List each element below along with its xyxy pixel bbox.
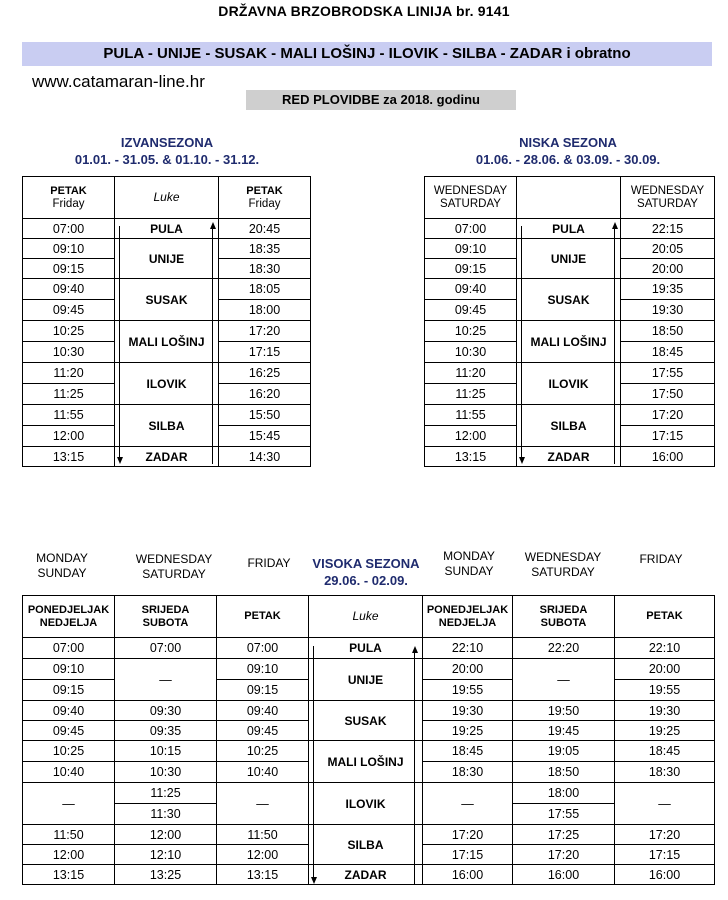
table-row <box>425 239 715 259</box>
time-cell: 12:00 <box>115 825 217 845</box>
time-cell: 07:00 <box>115 638 217 659</box>
document-title: DRŽAVNA BRZOBRODSKA LINIJA br. 9141 <box>218 3 510 19</box>
port-name: SILBA <box>115 405 219 447</box>
route-banner: PULA - UNIJE - SUSAK - MALI LOŠINJ - ILOVIK - SILBA - ZADAR i obratno <box>22 42 712 66</box>
time-cell: 19:25 <box>423 721 513 741</box>
visoka-dates: 29.06. - 02.09. <box>324 573 408 588</box>
izvansezona-table <box>22 176 311 467</box>
time-cell: 17:55 <box>513 804 615 825</box>
table-row <box>23 219 311 239</box>
time-cell: 18:50 <box>513 762 615 783</box>
time-cell: 18:45 <box>423 741 513 762</box>
day-label-wed-sat: WEDNESDAY SATURDAY <box>524 550 602 579</box>
col-header-return: PETAK Friday <box>219 177 311 219</box>
port-name: UNIJE <box>517 239 621 279</box>
time-cell: 19:55 <box>423 680 513 701</box>
col-header-ports: Luke <box>115 177 219 219</box>
port-name: ZADAR <box>309 865 423 885</box>
port-name: SUSAK <box>115 279 219 321</box>
time-cell: 09:15 <box>425 259 517 279</box>
time-cell: — <box>23 783 115 825</box>
day-label-mon-sun: MONDAY SUNDAY <box>443 549 495 578</box>
time-cell: 17:20 <box>621 405 715 426</box>
down-arrow-line <box>119 226 120 458</box>
time-cell: 18:00 <box>219 300 311 321</box>
time-cell: 10:25 <box>23 741 115 762</box>
port-name: MALI LOŠINJ <box>309 741 423 783</box>
time-cell: 17:15 <box>423 845 513 865</box>
table-header-row <box>23 177 311 219</box>
time-cell: 17:20 <box>423 825 513 845</box>
time-cell: 16:00 <box>513 865 615 885</box>
time-cell: 09:10 <box>23 659 115 680</box>
time-cell: 07:00 <box>23 219 115 239</box>
arrow-up-icon <box>612 222 618 229</box>
time-cell: 09:40 <box>217 701 309 721</box>
time-cell: 19:25 <box>615 721 715 741</box>
time-cell: — <box>615 783 715 825</box>
col-header-ports: Luke <box>309 596 423 638</box>
arrow-down-icon <box>519 457 525 464</box>
time-cell: 22:15 <box>621 219 715 239</box>
time-cell: 12:00 <box>425 426 517 447</box>
port-name: ZADAR <box>115 447 219 467</box>
time-cell: 09:45 <box>23 721 115 741</box>
col-header-return: WEDNESDAY SATURDAY <box>621 177 715 219</box>
table-row <box>425 279 715 300</box>
time-cell: 10:30 <box>115 762 217 783</box>
port-name: ILOVIK <box>309 783 423 825</box>
time-cell: 17:15 <box>615 845 715 865</box>
time-cell: 17:15 <box>219 342 311 363</box>
time-cell: 15:50 <box>219 405 311 426</box>
day-label-mon-sun: MONDAY SUNDAY <box>36 551 88 580</box>
up-arrow-line <box>414 652 415 884</box>
port-name: MALI LOŠINJ <box>115 321 219 363</box>
time-cell: 10:25 <box>425 321 517 342</box>
time-cell: 11:30 <box>115 804 217 825</box>
arrow-up-icon <box>210 222 216 229</box>
table-row <box>23 321 311 342</box>
time-cell: — <box>513 659 615 701</box>
time-cell: 10:40 <box>217 762 309 783</box>
time-cell: 13:15 <box>23 447 115 467</box>
time-cell: 18:45 <box>615 741 715 762</box>
port-name: SUSAK <box>517 279 621 321</box>
time-cell: 12:00 <box>217 845 309 865</box>
table-row <box>23 363 311 384</box>
time-cell: 16:00 <box>423 865 513 885</box>
visoka-heading <box>304 555 428 589</box>
time-cell: 18:30 <box>423 762 513 783</box>
port-name: ZADAR <box>517 447 621 467</box>
time-cell: 09:45 <box>217 721 309 741</box>
table-row <box>23 447 311 467</box>
time-cell: 12:10 <box>115 845 217 865</box>
time-cell: 20:45 <box>219 219 311 239</box>
time-cell: 07:00 <box>23 638 115 659</box>
time-cell: 13:15 <box>23 865 115 885</box>
table-row <box>23 405 311 426</box>
time-cell: 11:50 <box>23 825 115 845</box>
table-row <box>425 405 715 426</box>
time-cell: 18:45 <box>621 342 715 363</box>
time-cell: 13:15 <box>217 865 309 885</box>
time-cell: 09:40 <box>425 279 517 300</box>
time-cell: 07:00 <box>425 219 517 239</box>
time-cell: 17:55 <box>621 363 715 384</box>
time-cell: 09:15 <box>23 259 115 279</box>
time-cell: 19:30 <box>621 300 715 321</box>
time-cell: 18:50 <box>621 321 715 342</box>
time-cell: 18:30 <box>219 259 311 279</box>
time-cell: 20:00 <box>621 259 715 279</box>
time-cell: 09:30 <box>115 701 217 721</box>
time-cell: 17:50 <box>621 384 715 405</box>
table-header-row <box>23 596 715 638</box>
time-cell: 22:10 <box>423 638 513 659</box>
time-cell: 17:20 <box>513 845 615 865</box>
time-cell: 10:30 <box>425 342 517 363</box>
time-cell: 10:40 <box>23 762 115 783</box>
time-cell: 20:00 <box>423 659 513 680</box>
col-header-wed-sat: SRIJEDA SUBOTA <box>115 596 217 638</box>
day-label-fri: FRIDAY <box>247 556 291 570</box>
up-arrow-line <box>212 228 213 464</box>
time-cell: 19:30 <box>423 701 513 721</box>
table-row <box>425 447 715 467</box>
table-row <box>23 638 715 659</box>
port-name: UNIJE <box>115 239 219 279</box>
time-cell: 10:25 <box>23 321 115 342</box>
down-arrow-line <box>313 646 314 878</box>
port-name: SILBA <box>309 825 423 865</box>
time-cell: 11:25 <box>23 384 115 405</box>
schedule-year-banner: RED PLOVIDBE za 2018. godinu <box>246 90 516 110</box>
col-header-mon-sun-return: PONEDJELJAK NEDJELJA <box>423 596 513 638</box>
time-cell: 14:30 <box>219 447 311 467</box>
visoka-table <box>22 595 715 885</box>
time-cell: 11:55 <box>425 405 517 426</box>
port-name: ILOVIK <box>517 363 621 405</box>
time-cell: 16:00 <box>615 865 715 885</box>
time-cell: 09:10 <box>425 239 517 259</box>
time-cell: 09:40 <box>23 701 115 721</box>
port-name: PULA <box>309 638 423 659</box>
col-header-outbound: WEDNESDAY SATURDAY <box>425 177 517 219</box>
table-row <box>23 239 311 259</box>
time-cell: 11:20 <box>23 363 115 384</box>
time-cell: 17:20 <box>615 825 715 845</box>
time-cell: — <box>115 659 217 701</box>
time-cell: 09:10 <box>23 239 115 259</box>
time-cell: 10:30 <box>23 342 115 363</box>
time-cell: 11:20 <box>425 363 517 384</box>
arrow-down-icon <box>311 877 317 884</box>
time-cell: 18:30 <box>615 762 715 783</box>
time-cell: 22:10 <box>615 638 715 659</box>
niska-heading <box>420 134 716 168</box>
table-row <box>23 783 715 804</box>
time-cell: 18:35 <box>219 239 311 259</box>
time-cell: 19:35 <box>621 279 715 300</box>
niska-table <box>424 176 715 467</box>
time-cell: 09:45 <box>23 300 115 321</box>
col-header-fri-return: PETAK <box>615 596 715 638</box>
port-name: PULA <box>517 219 621 239</box>
time-cell: 19:45 <box>513 721 615 741</box>
time-cell: 19:55 <box>615 680 715 701</box>
time-cell: 11:55 <box>23 405 115 426</box>
izvansezona-dates: 01.01. - 31.05. & 01.10. - 31.12. <box>74 152 260 167</box>
izvansezona-name: IZVANSEZONA <box>120 135 214 150</box>
time-cell: 19:30 <box>615 701 715 721</box>
time-cell: 11:50 <box>217 825 309 845</box>
col-header-outbound: PETAK Friday <box>23 177 115 219</box>
time-cell: 16:00 <box>621 447 715 467</box>
time-cell: 20:00 <box>615 659 715 680</box>
time-cell: 10:15 <box>115 741 217 762</box>
arrow-up-icon <box>412 646 418 653</box>
time-cell: 12:00 <box>23 845 115 865</box>
time-cell: 18:00 <box>513 783 615 804</box>
izvansezona-heading <box>22 134 312 168</box>
table-row <box>23 659 715 680</box>
time-cell: 09:15 <box>217 680 309 701</box>
time-cell: 09:15 <box>23 680 115 701</box>
time-cell: 13:15 <box>425 447 517 467</box>
port-name: SUSAK <box>309 701 423 741</box>
time-cell: 19:05 <box>513 741 615 762</box>
port-name: PULA <box>115 219 219 239</box>
col-header-ports <box>517 177 621 219</box>
table-header-row <box>425 177 715 219</box>
up-arrow-line <box>614 228 615 464</box>
time-cell: 17:25 <box>513 825 615 845</box>
time-cell: 09:35 <box>115 721 217 741</box>
table-row <box>23 701 715 721</box>
time-cell: 17:20 <box>219 321 311 342</box>
day-label-fri: FRIDAY <box>639 552 683 566</box>
port-name: ILOVIK <box>115 363 219 405</box>
time-cell: 07:00 <box>217 638 309 659</box>
table-row <box>425 321 715 342</box>
table-row <box>23 279 311 300</box>
table-row <box>23 865 715 885</box>
port-name: UNIJE <box>309 659 423 701</box>
niska-dates: 01.06. - 28.06. & 03.09. - 30.09. <box>475 152 661 167</box>
time-cell: — <box>423 783 513 825</box>
time-cell: 11:25 <box>425 384 517 405</box>
col-header-mon-sun: PONEDJELJAK NEDJELJA <box>23 596 115 638</box>
time-cell: 09:45 <box>425 300 517 321</box>
time-cell: 18:05 <box>219 279 311 300</box>
time-cell: 22:20 <box>513 638 615 659</box>
port-name: SILBA <box>517 405 621 447</box>
time-cell: 09:10 <box>217 659 309 680</box>
time-cell: 10:25 <box>217 741 309 762</box>
table-row <box>425 363 715 384</box>
time-cell: 16:25 <box>219 363 311 384</box>
niska-name: NISKA SEZONA <box>519 135 617 150</box>
time-cell: 20:05 <box>621 239 715 259</box>
day-label-wed-sat: WEDNESDAY SATURDAY <box>135 552 213 581</box>
time-cell: 09:40 <box>23 279 115 300</box>
website-link[interactable]: www.catamaran-line.hr <box>32 72 205 91</box>
time-cell: 12:00 <box>23 426 115 447</box>
table-row <box>425 219 715 239</box>
down-arrow-line <box>521 226 522 458</box>
time-cell: 13:25 <box>115 865 217 885</box>
table-row <box>23 741 715 762</box>
arrow-down-icon <box>117 457 123 464</box>
time-cell: 11:25 <box>115 783 217 804</box>
time-cell: — <box>217 783 309 825</box>
visoka-name: VISOKA SEZONA <box>312 556 420 571</box>
time-cell: 15:45 <box>219 426 311 447</box>
port-name: MALI LOŠINJ <box>517 321 621 363</box>
col-header-wed-sat-return: SRIJEDA SUBOTA <box>513 596 615 638</box>
time-cell: 16:20 <box>219 384 311 405</box>
time-cell: 19:50 <box>513 701 615 721</box>
time-cell: 17:15 <box>621 426 715 447</box>
col-header-fri: PETAK <box>217 596 309 638</box>
table-row <box>23 825 715 845</box>
